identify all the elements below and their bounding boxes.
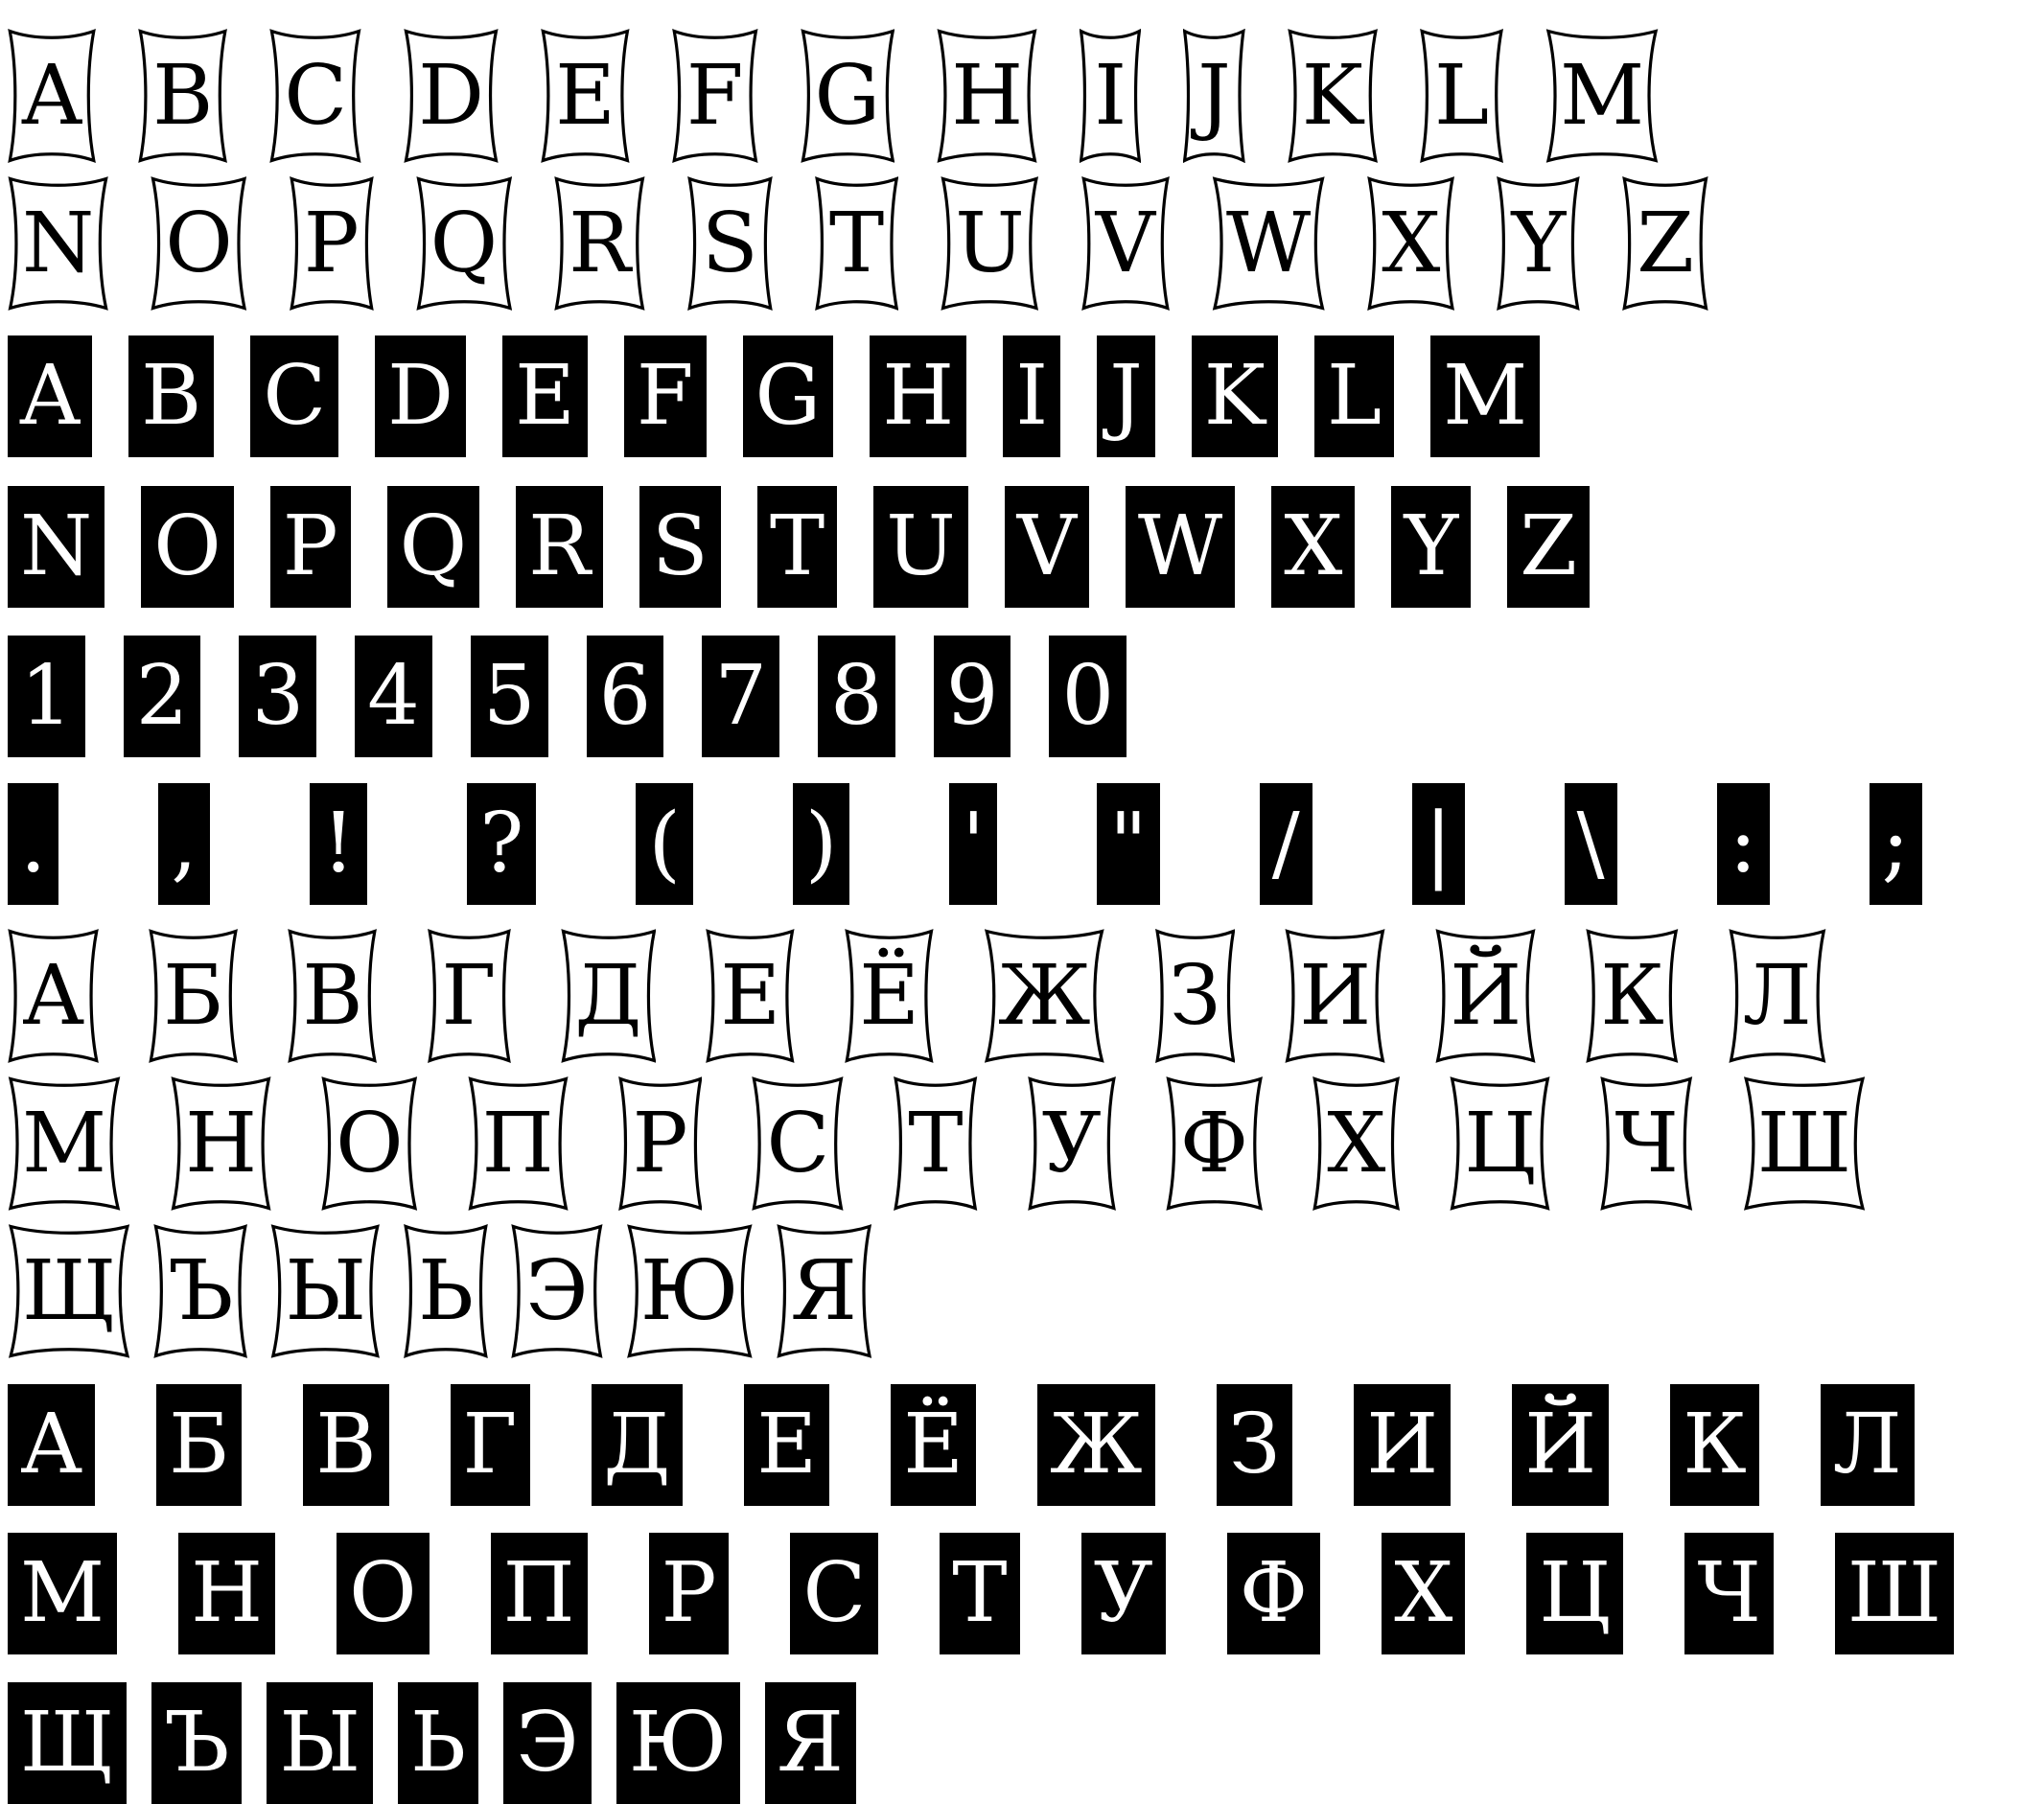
glyph-cell-digits-tile-9 (1049, 636, 1127, 757)
glyph: З (1228, 1397, 1281, 1492)
glyph-cell-cyrillic-uppercase-m-sha-framed-10 (1450, 1076, 1550, 1211)
glyph: C (284, 48, 348, 144)
glyph-cell-latin-uppercase-a-m-tile-0 (8, 335, 92, 457)
glyph-cell-cyrillic-uppercase-a-l-tile-8 (1217, 1384, 1293, 1506)
glyph: С (766, 1096, 830, 1191)
glyph-cell-latin-uppercase-n-z-framed-6 (815, 176, 898, 311)
glyph-cell-digits-tile-2 (239, 636, 316, 757)
glyph: D (387, 348, 454, 444)
glyph: W (1137, 498, 1223, 594)
glyph: Н (185, 1096, 258, 1191)
glyph-cell-latin-uppercase-a-m-framed-9 (1183, 29, 1244, 163)
glyph: Н (191, 1545, 264, 1641)
glyph-cell-latin-uppercase-a-m-tile-6 (743, 335, 834, 457)
glyph-cell-cyrillic-uppercase-a-l-framed-8 (1155, 929, 1236, 1063)
glyph-cell-cyrillic-uppercase-shcha-ya-framed-1 (153, 1224, 247, 1358)
glyph: F (636, 348, 694, 444)
glyph: X (1284, 498, 1343, 594)
glyph-cell-cyrillic-uppercase-a-l-tile-9 (1354, 1384, 1451, 1506)
glyph: 5 (482, 648, 536, 744)
glyph-cell-punctuation-tile-11 (1717, 783, 1770, 905)
glyph: У (1041, 1096, 1102, 1191)
glyph: V (1016, 498, 1077, 594)
glyph: Б (163, 948, 224, 1044)
glyph-cell-cyrillic-uppercase-a-l-framed-9 (1285, 929, 1385, 1063)
glyph-cell-digits-tile-4 (471, 636, 548, 757)
glyph: К (1683, 1397, 1747, 1492)
glyph-cell-cyrillic-uppercase-shcha-ya-framed-5 (626, 1224, 754, 1358)
glyph: Я (790, 1243, 857, 1339)
glyph-cell-latin-uppercase-n-z-tile-9 (1126, 486, 1235, 608)
glyph-cell-latin-uppercase-a-m-framed-6 (801, 29, 895, 163)
glyph: D (418, 48, 485, 144)
glyph-cell-cyrillic-uppercase-shcha-ya-framed-4 (511, 1224, 603, 1358)
glyph: A (22, 48, 82, 144)
glyph-cell-punctuation-tile-0 (8, 783, 58, 905)
glyph-cell-digits-tile-1 (124, 636, 201, 757)
glyph-cell-punctuation-tile-7 (1097, 783, 1160, 905)
glyph: K (1301, 48, 1363, 144)
glyph: С (802, 1545, 867, 1641)
glyph-cell-cyrillic-uppercase-a-l-framed-11 (1586, 929, 1679, 1063)
glyph: 7 (714, 648, 768, 744)
glyph-cell-cyrillic-uppercase-shcha-ya-framed-0 (8, 1224, 130, 1358)
glyph-cell-cyrillic-uppercase-m-sha-tile-5 (790, 1533, 878, 1654)
glyph: Q (430, 196, 499, 291)
glyph: 1 (20, 648, 73, 744)
glyph-cell-punctuation-tile-3 (467, 783, 536, 905)
glyph-cell-latin-uppercase-n-z-tile-10 (1271, 486, 1355, 608)
glyph: З (1169, 948, 1221, 1044)
glyph-cell-latin-uppercase-n-z-tile-12 (1507, 486, 1590, 608)
glyph-cell-punctuation-tile-9 (1412, 783, 1465, 905)
glyph-cell-punctuation-tile-5 (793, 783, 850, 905)
glyph: A (20, 348, 81, 444)
glyph-cell-cyrillic-uppercase-shcha-ya-tile-2 (267, 1682, 373, 1804)
glyph-cell-cyrillic-uppercase-m-sha-tile-6 (940, 1533, 1019, 1654)
glyph: ' (962, 796, 986, 891)
glyph-cell-latin-uppercase-n-z-tile-6 (757, 486, 837, 608)
glyph-cell-cyrillic-uppercase-a-l-tile-12 (1821, 1384, 1915, 1506)
glyph: F (685, 48, 744, 144)
glyph-cell-cyrillic-uppercase-a-l-tile-7 (1037, 1384, 1155, 1506)
glyph-cell-cyrillic-uppercase-m-sha-tile-4 (649, 1533, 730, 1654)
glyph-cell-digits-tile-6 (702, 636, 779, 757)
glyph-cell-digits-tile-0 (8, 636, 85, 757)
glyph-cell-cyrillic-uppercase-shcha-ya-tile-6 (765, 1682, 856, 1804)
glyph: 8 (830, 648, 883, 744)
glyph: Р (632, 1096, 688, 1191)
glyph: " (1109, 796, 1148, 891)
glyph: Е (756, 1397, 818, 1492)
glyph-cell-punctuation-tile-8 (1260, 783, 1312, 905)
glyph-row-latin-uppercase-n-z-tile (8, 486, 2044, 608)
glyph-cell-latin-uppercase-n-z-framed-12 (1622, 176, 1708, 311)
glyph: Y (1511, 196, 1567, 291)
glyph: Л (1742, 948, 1812, 1044)
glyph-row-latin-uppercase-n-z-framed (8, 176, 2044, 311)
glyph-cell-cyrillic-uppercase-a-l-tile-5 (744, 1384, 829, 1506)
glyph: Й (1450, 948, 1522, 1044)
glyph-cell-punctuation-tile-4 (636, 783, 693, 905)
glyph-cell-cyrillic-uppercase-shcha-ya-tile-3 (398, 1682, 478, 1804)
glyph-row-punctuation-tile (8, 783, 2044, 905)
glyph: ! (321, 796, 356, 891)
glyph-cell-latin-uppercase-a-m-framed-2 (269, 29, 361, 163)
glyph: J (1109, 348, 1143, 444)
glyph: 2 (135, 648, 189, 744)
glyph-cell-punctuation-tile-12 (1870, 783, 1922, 905)
glyph: L (1326, 348, 1382, 444)
glyph-cell-cyrillic-uppercase-m-sha-framed-6 (894, 1076, 977, 1211)
glyph-cell-latin-uppercase-a-m-tile-9 (1097, 335, 1154, 457)
glyph: М (20, 1545, 105, 1641)
glyph: : (1729, 796, 1757, 891)
glyph-cell-latin-uppercase-n-z-tile-5 (639, 486, 721, 608)
glyph: / (1271, 796, 1300, 891)
glyph: M (1443, 348, 1528, 444)
glyph-cell-cyrillic-uppercase-a-l-framed-6 (845, 929, 934, 1063)
glyph-cell-latin-uppercase-a-m-framed-5 (672, 29, 758, 163)
glyph-cell-punctuation-tile-1 (158, 783, 209, 905)
glyph-cell-latin-uppercase-a-m-tile-8 (1003, 335, 1060, 457)
glyph-row-latin-uppercase-a-m-tile (8, 335, 2044, 457)
glyph: Я (777, 1695, 844, 1791)
glyph-cell-latin-uppercase-a-m-framed-4 (541, 29, 630, 163)
glyph: Ы (279, 1695, 361, 1791)
glyph-cell-cyrillic-uppercase-m-sha-tile-7 (1081, 1533, 1166, 1654)
glyph: B (141, 348, 202, 444)
glyph-cell-cyrillic-uppercase-m-sha-framed-3 (468, 1076, 569, 1211)
glyph-cell-latin-uppercase-n-z-framed-2 (290, 176, 374, 311)
glyph-cell-latin-uppercase-n-z-tile-0 (8, 486, 105, 608)
glyph-cell-cyrillic-uppercase-a-l-tile-11 (1670, 1384, 1759, 1506)
glyph-cell-latin-uppercase-n-z-framed-4 (554, 176, 645, 311)
glyph-cell-latin-uppercase-a-m-tile-5 (624, 335, 707, 457)
glyph-cell-cyrillic-uppercase-m-sha-framed-1 (171, 1076, 271, 1211)
glyph: Т (952, 1545, 1008, 1641)
glyph: Щ (22, 1243, 117, 1339)
glyph-cell-latin-uppercase-a-m-framed-12 (1545, 29, 1659, 163)
glyph: Ё (859, 948, 919, 1044)
glyph: Б (169, 1397, 230, 1492)
glyph-cell-latin-uppercase-n-z-framed-7 (941, 176, 1038, 311)
glyph-cell-cyrillic-uppercase-m-sha-tile-2 (337, 1533, 430, 1654)
glyph: А (20, 1397, 83, 1492)
glyph-row-cyrillic-uppercase-shcha-ya-framed (8, 1224, 2044, 1358)
glyph-cell-cyrillic-uppercase-shcha-ya-tile-1 (151, 1682, 242, 1804)
glyph-cell-latin-uppercase-n-z-tile-1 (141, 486, 234, 608)
glyph: Д (574, 948, 642, 1044)
glyph: \ (1576, 796, 1605, 891)
glyph-row-cyrillic-uppercase-shcha-ya-tile (8, 1682, 2044, 1804)
glyph: Y (1404, 498, 1459, 594)
glyph: . (20, 796, 47, 891)
glyph-cell-latin-uppercase-a-m-framed-3 (404, 29, 499, 163)
glyph: T (828, 196, 885, 291)
glyph: N (20, 498, 93, 594)
glyph-cell-cyrillic-uppercase-m-sha-tile-9 (1382, 1533, 1465, 1654)
glyph: У (1093, 1545, 1153, 1641)
glyph-cell-cyrillic-uppercase-a-l-tile-6 (891, 1384, 976, 1506)
glyph-cell-cyrillic-uppercase-a-l-framed-5 (706, 929, 795, 1063)
glyph-cell-latin-uppercase-n-z-framed-0 (8, 176, 108, 311)
glyph-cell-cyrillic-uppercase-a-l-framed-4 (561, 929, 657, 1063)
glyph: S (701, 196, 758, 291)
glyph-cell-latin-uppercase-n-z-framed-9 (1212, 176, 1325, 311)
glyph: 6 (598, 648, 652, 744)
glyph-cell-latin-uppercase-a-m-tile-1 (128, 335, 214, 457)
glyph-cell-latin-uppercase-a-m-framed-7 (937, 29, 1037, 163)
glyph: O (165, 196, 233, 291)
glyph: P (282, 498, 338, 594)
glyph: К (1600, 948, 1664, 1044)
glyph: B (152, 48, 214, 144)
glyph-cell-latin-uppercase-n-z-tile-4 (516, 486, 603, 608)
glyph-cell-cyrillic-uppercase-a-l-tile-3 (451, 1384, 530, 1506)
glyph: Ф (1239, 1545, 1309, 1641)
glyph-cell-digits-tile-8 (934, 636, 1011, 757)
glyph-row-latin-uppercase-a-m-framed (8, 29, 2044, 163)
glyph: Д (603, 1397, 671, 1492)
glyph: М (22, 1096, 107, 1191)
glyph: Ш (1756, 1096, 1852, 1191)
glyph-cell-cyrillic-uppercase-m-sha-framed-8 (1166, 1076, 1263, 1211)
glyph-cell-cyrillic-uppercase-m-sha-tile-8 (1227, 1533, 1320, 1654)
glyph: Х (1327, 1096, 1386, 1191)
glyph-row-digits-tile (8, 636, 2044, 757)
glyph: H (951, 48, 1024, 144)
glyph-row-cyrillic-uppercase-a-l-tile (8, 1384, 2044, 1506)
glyph: ( (648, 796, 681, 891)
glyph: Л (1832, 1397, 1902, 1492)
glyph: ) (804, 796, 838, 891)
glyph-cell-cyrillic-uppercase-a-l-tile-0 (8, 1384, 95, 1506)
glyph-cell-latin-uppercase-a-m-tile-2 (250, 335, 338, 457)
glyph-cell-cyrillic-uppercase-m-sha-tile-12 (1835, 1533, 1954, 1654)
glyph-cell-cyrillic-uppercase-m-sha-framed-9 (1312, 1076, 1400, 1211)
glyph-cell-digits-tile-3 (355, 636, 432, 757)
glyph-cell-cyrillic-uppercase-m-sha-framed-5 (752, 1076, 844, 1211)
glyph-cell-cyrillic-uppercase-m-sha-framed-12 (1743, 1076, 1866, 1211)
glyph: R (528, 498, 591, 594)
glyph: О (349, 1545, 417, 1641)
glyph: Р (661, 1545, 717, 1641)
glyph-row-cyrillic-uppercase-a-l-framed (8, 929, 2044, 1063)
glyph: Ц (1539, 1545, 1612, 1641)
glyph-cell-digits-tile-5 (587, 636, 664, 757)
glyph: T (769, 498, 825, 594)
glyph: 4 (367, 648, 420, 744)
glyph-cell-latin-uppercase-n-z-framed-1 (151, 176, 247, 311)
glyph-cell-latin-uppercase-a-m-tile-7 (870, 335, 966, 457)
glyph: U (886, 498, 956, 594)
glyph: П (502, 1545, 575, 1641)
glyph-cell-cyrillic-uppercase-m-sha-tile-10 (1526, 1533, 1623, 1654)
glyph-cell-cyrillic-uppercase-shcha-ya-framed-6 (777, 1224, 871, 1358)
glyph-cell-latin-uppercase-n-z-framed-8 (1081, 176, 1170, 311)
glyph: Q (399, 498, 468, 594)
glyph-cell-cyrillic-uppercase-a-l-tile-1 (156, 1384, 242, 1506)
glyph: G (814, 48, 881, 144)
glyph-cell-cyrillic-uppercase-a-l-framed-7 (984, 929, 1105, 1063)
glyph-cell-cyrillic-uppercase-shcha-ya-tile-0 (8, 1682, 127, 1804)
glyph-row-cyrillic-uppercase-m-sha-tile (8, 1533, 2044, 1654)
glyph-cell-digits-tile-7 (818, 636, 895, 757)
glyph-cell-cyrillic-uppercase-shcha-ya-framed-3 (404, 1224, 488, 1358)
glyph-cell-cyrillic-uppercase-shcha-ya-framed-2 (270, 1224, 381, 1358)
glyph-cell-cyrillic-uppercase-m-sha-framed-4 (618, 1076, 703, 1211)
glyph-cell-latin-uppercase-a-m-framed-10 (1288, 29, 1378, 163)
glyph-cell-latin-uppercase-a-m-tile-4 (502, 335, 588, 457)
glyph-cell-latin-uppercase-n-z-tile-8 (1005, 486, 1089, 608)
glyph: Ю (628, 1695, 728, 1791)
glyph: П (481, 1096, 554, 1191)
glyph: Z (1520, 498, 1577, 594)
glyph: , (171, 796, 197, 891)
glyph: Ь (418, 1243, 475, 1339)
glyph-cell-cyrillic-uppercase-a-l-framed-12 (1729, 929, 1826, 1063)
glyph: H (882, 348, 955, 444)
glyph: G (755, 348, 822, 444)
glyph-cell-cyrillic-uppercase-a-l-framed-2 (288, 929, 377, 1063)
glyph: ? (479, 796, 524, 891)
glyph: Щ (20, 1695, 115, 1791)
glyph-cell-cyrillic-uppercase-m-sha-framed-2 (321, 1076, 418, 1211)
glyph-cell-cyrillic-uppercase-m-sha-tile-3 (491, 1533, 588, 1654)
glyph: Э (516, 1695, 579, 1791)
glyph-cell-latin-uppercase-a-m-framed-1 (138, 29, 227, 163)
glyph: Ъ (168, 1243, 234, 1339)
glyph: Ч (1614, 1096, 1679, 1191)
glyph: И (1366, 1397, 1439, 1492)
glyph-cell-cyrillic-uppercase-a-l-framed-10 (1435, 929, 1536, 1063)
glyph: N (22, 196, 95, 291)
glyph: E (515, 348, 575, 444)
glyph: W (1225, 196, 1312, 291)
glyph: I (1015, 348, 1049, 444)
glyph-cell-cyrillic-uppercase-a-l-tile-4 (592, 1384, 684, 1506)
glyph: V (1095, 196, 1155, 291)
glyph: Э (525, 1243, 589, 1339)
glyph-cell-latin-uppercase-a-m-framed-8 (1080, 29, 1141, 163)
glyph: Ч (1697, 1545, 1761, 1641)
glyph: 9 (945, 648, 999, 744)
glyph-cell-latin-uppercase-n-z-tile-3 (387, 486, 480, 608)
glyph-cell-cyrillic-uppercase-shcha-ya-tile-4 (503, 1682, 592, 1804)
glyph: Ё (903, 1397, 964, 1492)
glyph: 3 (251, 648, 305, 744)
glyph: Ж (997, 948, 1091, 1044)
glyph: Ш (1847, 1545, 1942, 1641)
glyph: X (1382, 196, 1441, 291)
glyph: Ц (1464, 1096, 1537, 1191)
glyph-cell-cyrillic-uppercase-a-l-tile-2 (303, 1384, 388, 1506)
glyph-cell-latin-uppercase-n-z-tile-11 (1391, 486, 1471, 608)
glyph: Й (1524, 1397, 1597, 1492)
glyph-cell-latin-uppercase-n-z-framed-10 (1367, 176, 1454, 311)
glyph-cell-cyrillic-uppercase-m-sha-framed-11 (1600, 1076, 1692, 1211)
glyph: R (569, 196, 631, 291)
glyph: Ф (1179, 1096, 1249, 1191)
glyph: В (315, 1397, 377, 1492)
glyph-cell-latin-uppercase-a-m-tile-12 (1430, 335, 1540, 457)
glyph: Ь (410, 1695, 467, 1791)
glyph-cell-latin-uppercase-n-z-tile-7 (873, 486, 967, 608)
glyph: Х (1394, 1545, 1453, 1641)
glyph-cell-latin-uppercase-a-m-tile-3 (375, 335, 466, 457)
glyph: В (302, 948, 363, 1044)
glyph: U (955, 196, 1025, 291)
glyph: Г (441, 948, 497, 1044)
glyph: И (1299, 948, 1372, 1044)
glyph: Ы (285, 1243, 367, 1339)
glyph-cell-cyrillic-uppercase-shcha-ya-tile-5 (616, 1682, 740, 1804)
glyph: Т (908, 1096, 964, 1191)
glyph: Ю (639, 1243, 739, 1339)
glyph-cell-punctuation-tile-10 (1565, 783, 1617, 905)
glyph: Ж (1049, 1397, 1143, 1492)
glyph: Е (720, 948, 781, 1044)
glyph-cell-latin-uppercase-n-z-framed-3 (416, 176, 513, 311)
glyph-cell-punctuation-tile-2 (310, 783, 368, 905)
glyph: K (1203, 348, 1266, 444)
glyph: I (1094, 48, 1127, 144)
glyph: Z (1637, 196, 1694, 291)
glyph: | (1424, 796, 1452, 891)
glyph-cell-cyrillic-uppercase-a-l-framed-3 (428, 929, 511, 1063)
glyph: L (1433, 48, 1490, 144)
glyph-cell-cyrillic-uppercase-a-l-tile-10 (1512, 1384, 1609, 1506)
glyph: O (153, 498, 221, 594)
glyph: Ъ (164, 1695, 230, 1791)
glyph-cell-latin-uppercase-a-m-framed-0 (8, 29, 96, 163)
glyph-cell-cyrillic-uppercase-m-sha-framed-0 (8, 1076, 121, 1211)
glyph: О (336, 1096, 404, 1191)
glyph: S (651, 498, 708, 594)
glyph-cell-latin-uppercase-a-m-framed-11 (1420, 29, 1503, 163)
glyph: P (303, 196, 360, 291)
glyph-cell-latin-uppercase-n-z-tile-2 (270, 486, 351, 608)
glyph: C (263, 348, 327, 444)
glyph: Г (462, 1397, 518, 1492)
glyph-cell-punctuation-tile-6 (949, 783, 997, 905)
glyph-row-cyrillic-uppercase-m-sha-framed (8, 1076, 2044, 1211)
glyph: 0 (1061, 648, 1115, 744)
glyph: ; (1881, 796, 1910, 891)
glyph-cell-latin-uppercase-n-z-framed-5 (687, 176, 773, 311)
glyph-cell-cyrillic-uppercase-m-sha-tile-11 (1684, 1533, 1773, 1654)
glyph-cell-cyrillic-uppercase-m-sha-tile-0 (8, 1533, 117, 1654)
glyph-cell-latin-uppercase-n-z-framed-11 (1497, 176, 1580, 311)
glyph-cell-cyrillic-uppercase-a-l-framed-0 (8, 929, 99, 1063)
glyph-cell-latin-uppercase-a-m-tile-10 (1192, 335, 1278, 457)
glyph-cell-latin-uppercase-a-m-tile-11 (1314, 335, 1394, 457)
glyph: E (555, 48, 616, 144)
glyph: J (1197, 48, 1231, 144)
glyph-cell-cyrillic-uppercase-a-l-framed-1 (149, 929, 238, 1063)
glyph: А (22, 948, 85, 1044)
glyph-cell-cyrillic-uppercase-m-sha-tile-1 (178, 1533, 275, 1654)
glyph: M (1560, 48, 1645, 144)
glyph-cell-cyrillic-uppercase-m-sha-framed-7 (1028, 1076, 1116, 1211)
